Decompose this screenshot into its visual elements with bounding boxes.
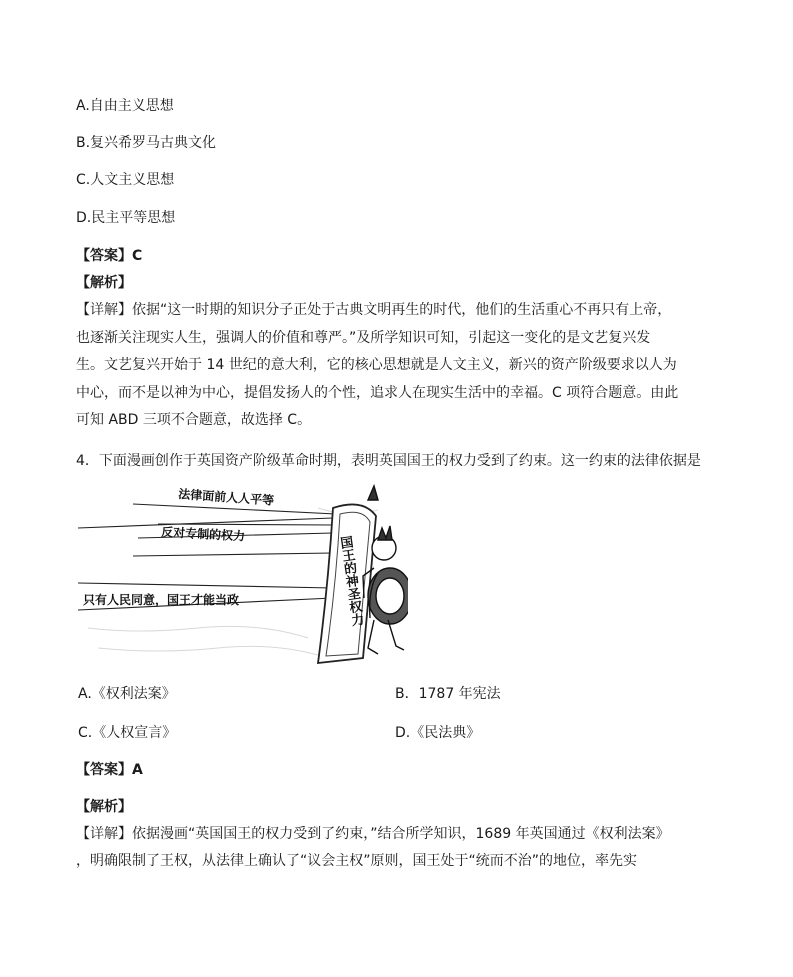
q3-option-d: D.民主平等思想 <box>76 210 176 226</box>
q4-analysis-heading: 【解析】 <box>76 799 132 815</box>
king-cartoon-image <box>78 478 408 670</box>
q3-detail-line-5: 可知 ABD 三项不合题意，故选择 C。 <box>76 412 312 428</box>
cartoon-arrow-label-1: 法律面前人人平等 <box>177 487 275 508</box>
cartoon-arrow-label-3: 只有人民同意，国王才能当政 <box>83 593 240 607</box>
q3-detail-line-4: 中心，而不是以神为中心，提倡发扬人的个性，追求人在现实生活中的幸福。C 项符合题意。由此 <box>76 385 679 401</box>
q3-option-c: C.人文主义思想 <box>76 172 175 188</box>
q4-stem: 4．下面漫画创作于英国资产阶级革命时期，表明英国国王的权力受到了约束。这一约束的法律依据是 <box>76 453 701 469</box>
q4-detail-line-1: 【详解】依据漫画“英国国王的权力受到了约束，”结合所学知识，1689 年英国通过《权利法案》 <box>76 826 670 842</box>
q4-option-d: D.《民法典》 <box>395 725 481 741</box>
q4-option-b: B．1787 年宪法 <box>395 686 501 702</box>
q3-analysis-heading: 【解析】 <box>76 275 132 291</box>
q3-option-b: B.复兴希罗马古典文化 <box>76 135 217 151</box>
q3-detail-line-1: 【详解】依据“这一时期的知识分子正处于古典文明再生的时代，他们的生活重心不再只有上帝， <box>76 302 672 318</box>
q4-option-a: A.《权利法案》 <box>78 686 176 702</box>
cartoon-shield-label: 国王的神圣权力 <box>336 534 365 628</box>
q4-detail-line-2: ，明确限制了王权，从法律上确认了“议会主权”原则，国王处于“统而不治”的地位，率先实 <box>76 853 638 869</box>
cartoon-arrow-label-2: 反对专制的权力 <box>160 525 246 544</box>
q4-answer: 【答案】A <box>76 762 143 778</box>
q3-option-a: A.自由主义思想 <box>76 98 174 114</box>
q3-detail-line-2: 也逐渐关注现实人生，强调人的价值和尊严。”及所学知识可知，引起这一变化的是文艺复兴发 <box>76 330 651 346</box>
q3-detail-line-3: 生。文艺复兴开始于 14 世纪的意大利，它的核心思想就是人文主义，新兴的资产阶级要求以人为 <box>76 357 677 373</box>
q3-answer: 【答案】C <box>76 248 143 264</box>
q4-option-c: C.《人权宣言》 <box>78 725 177 741</box>
